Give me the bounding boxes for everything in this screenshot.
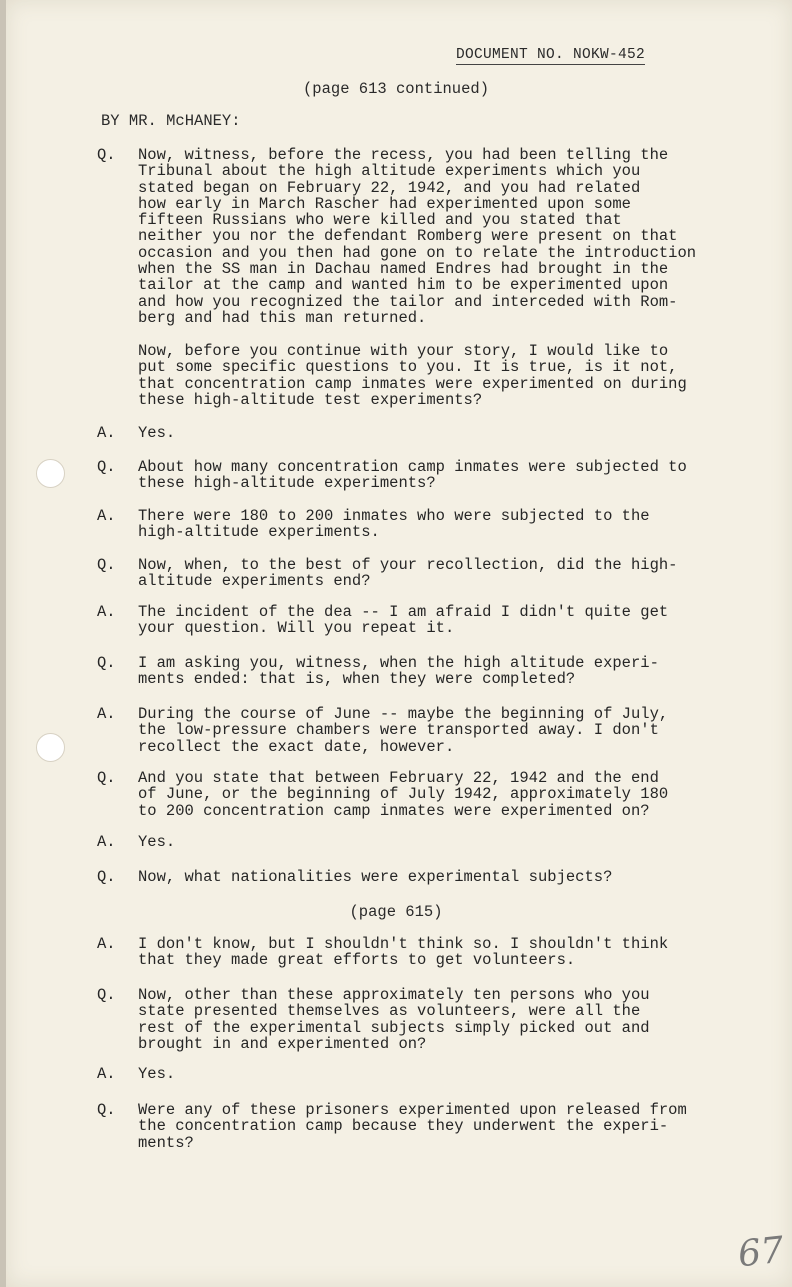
qa-text: There were 180 to 200 inmates who were subjected to the high-altitude experiments.	[138, 507, 650, 542]
qa-text: Now, what nationalities were experimental subjects?	[138, 868, 613, 886]
qa-text: Were any of these prisoners experimented upon released from the concentration camp because they underwent the experi- ments?	[138, 1101, 687, 1152]
qa-label: A.	[97, 705, 116, 723]
punch-hole	[36, 733, 65, 762]
punch-hole	[36, 459, 65, 488]
qa-text: Yes.	[138, 1065, 176, 1083]
qa-label: Q.	[97, 458, 116, 476]
qa-label: Q.	[97, 556, 116, 574]
qa-label: Q.	[97, 146, 116, 164]
qa-text: Yes.	[138, 833, 176, 851]
qa-text: Now, before you continue with your story, I would like to put some specific questions to you. It is true, is it not, that concentration camp inmates were experimented on during these high-altitude test experiments?	[138, 342, 687, 409]
document-number: DOCUMENT NO. NOKW-452	[456, 47, 646, 63]
qa-text: About how many concentration camp inmates were subjected to these high-altitude experiments?	[138, 458, 687, 493]
qa-text: Now, when, to the best of your recollection, did the high- altitude experiments end?	[138, 556, 678, 591]
qa-text: I am asking you, witness, when the high altitude experi- ments ended: that is, when they were completed?	[138, 654, 659, 689]
qa-text: During the course of June -- maybe the beginning of July, the low-pressure chambers were transported away. I don't recollect the exact date, however.	[138, 705, 669, 756]
qa-label: A.	[97, 424, 116, 442]
qa-label: Q.	[97, 654, 116, 672]
qa-label: Q.	[97, 986, 116, 1004]
qa-label: A.	[97, 1065, 116, 1083]
qa-text: Now, witness, before the recess, you had been telling the Tribunal about the high altitude experiments which you stated began on February 22, 1942, and you had related how early in March Rascher had experimented upon some fifteen Russians who were killed and you stated that neither you nor the defendant Romberg were present on that occasion and you then had gone on to relate the introduction when the SS man in Dachau named Endres had brought in the tailor at the camp and wanted him to be experimented upon and how you recognized the tailor and interceded with Rom- berg and had this man returned.	[138, 146, 697, 327]
qa-label: Q.	[97, 1101, 116, 1119]
qa-label: Q.	[97, 769, 116, 787]
qa-label: A.	[97, 833, 116, 851]
page-break-marker: (page 615)	[349, 903, 443, 921]
qa-text: And you state that between February 22, 1942 and the end of June, or the beginning of July 1942, approximately 180 to 200 concentration camp inmates were experimented on?	[138, 769, 669, 820]
qa-label: Q.	[97, 868, 116, 886]
qa-text: Yes.	[138, 424, 176, 442]
page-continued-note: (page 613 continued)	[302, 80, 490, 98]
speaker-line: BY MR. McHANEY:	[101, 112, 241, 130]
handwritten-page-number: 67	[735, 1229, 786, 1276]
qa-label: A.	[97, 507, 116, 525]
qa-label: A.	[97, 935, 116, 953]
qa-text: Now, other than these approximately ten persons who you state presented themselves as volunteers, were all the rest of the experimental subjects simply picked out and brought in and experimented on?	[138, 986, 650, 1053]
qa-label: A.	[97, 603, 116, 621]
qa-text: I don't know, but I shouldn't think so. I shouldn't think that they made great efforts to get volunteers.	[138, 935, 669, 970]
qa-text: The incident of the dea -- I am afraid I didn't quite get your question. Will you repeat it.	[138, 603, 669, 638]
